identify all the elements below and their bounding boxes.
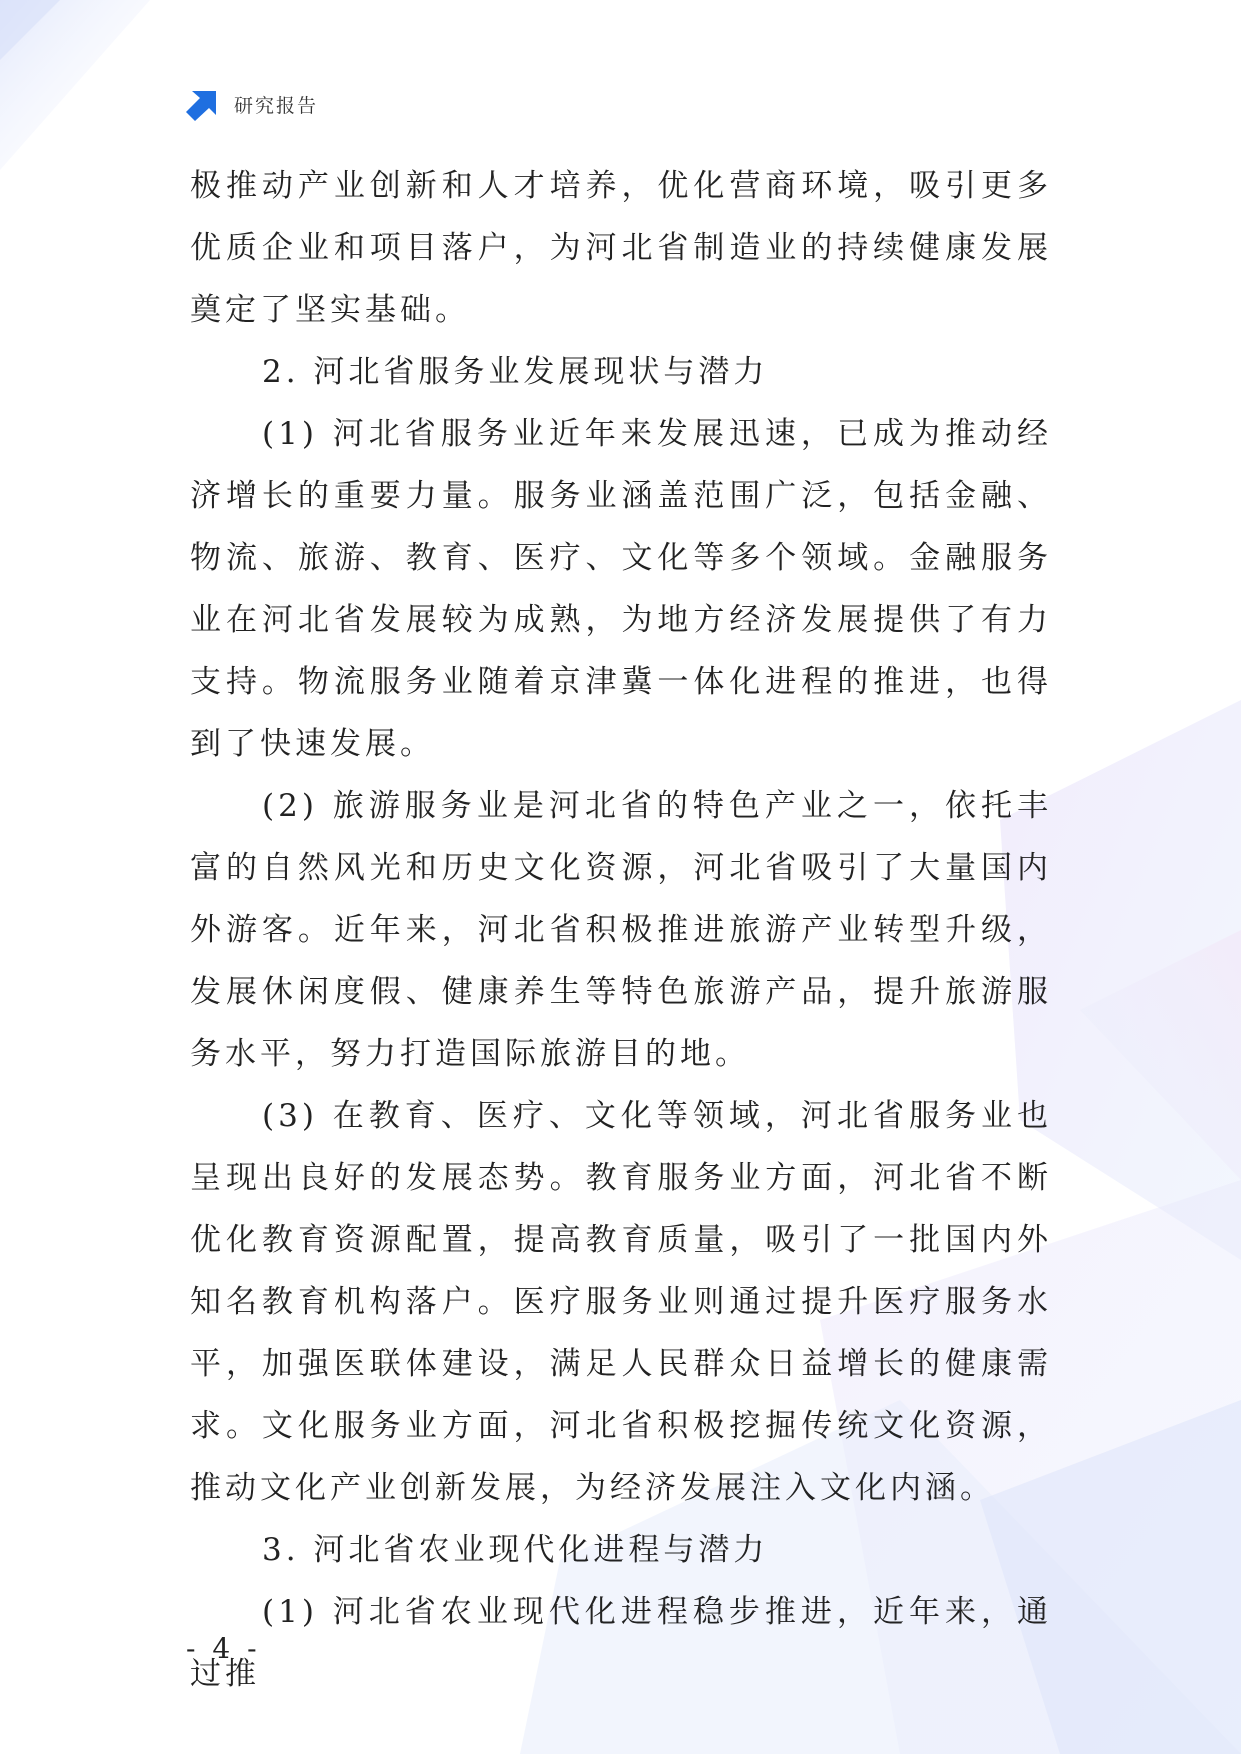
document-body xyxy=(190,155,1052,1705)
section-heading-agriculture: 3. 河北省农业现代化进程与潜力 xyxy=(262,1532,769,1568)
page-number: - 4 - xyxy=(186,1632,261,1665)
paragraph-services-2: (2) 旅游服务业是河北省的特色产业之一，依托丰富的自然风光和历史文化资源，河北省吸引了大量国内外游客。近年来，河北省积极推进旅游产业转型升级，发展休闲度假、健康养生等特色旅游产品，提升旅游服务水平，努力打造国际旅游目的地。 xyxy=(190,788,1052,1072)
paragraph-continuation: 极推动产业创新和人才培养，优化营商环境，吸引更多优质企业和项目落户，为河北省制造业的持续健康发展奠定了坚实基础。 xyxy=(190,168,1052,328)
paragraph-agriculture-1: (1) 河北省农业现代化进程稳步推进，近年来，通过推 xyxy=(190,1594,1052,1692)
paragraph-services-1: (1) 河北省服务业近年来发展迅速，已成为推动经济增长的重要力量。服务业涵盖范围广泛，包括金融、物流、旅游、教育、医疗、文化等多个领域。金融服务业在河北省发展较为成熟，为地方经济发展提供了有力支持。物流服务业随着京津冀一体化进程的推进，也得到了快速发展。 xyxy=(190,416,1052,762)
header-title: 研究报告 xyxy=(234,94,319,117)
arrow-up-right-icon xyxy=(186,87,220,121)
header xyxy=(186,86,318,122)
section-heading-services: 2. 河北省服务业发展现状与潜力 xyxy=(262,354,769,390)
paragraph-services-3: (3) 在教育、医疗、文化等领域，河北省服务业也呈现出良好的发展态势。教育服务业方面，河北省不断优化教育资源配置，提高教育质量，吸引了一批国内外知名教育机构落户。医疗服务业则通过提升医疗服务水平，加强医联体建设，满足人民群众日益增长的健康需求。文化服务业方面，河北省积极挖掘传统文化资源，推动文化产业创新发展，为经济发展注入文化内涵。 xyxy=(190,1098,1052,1506)
